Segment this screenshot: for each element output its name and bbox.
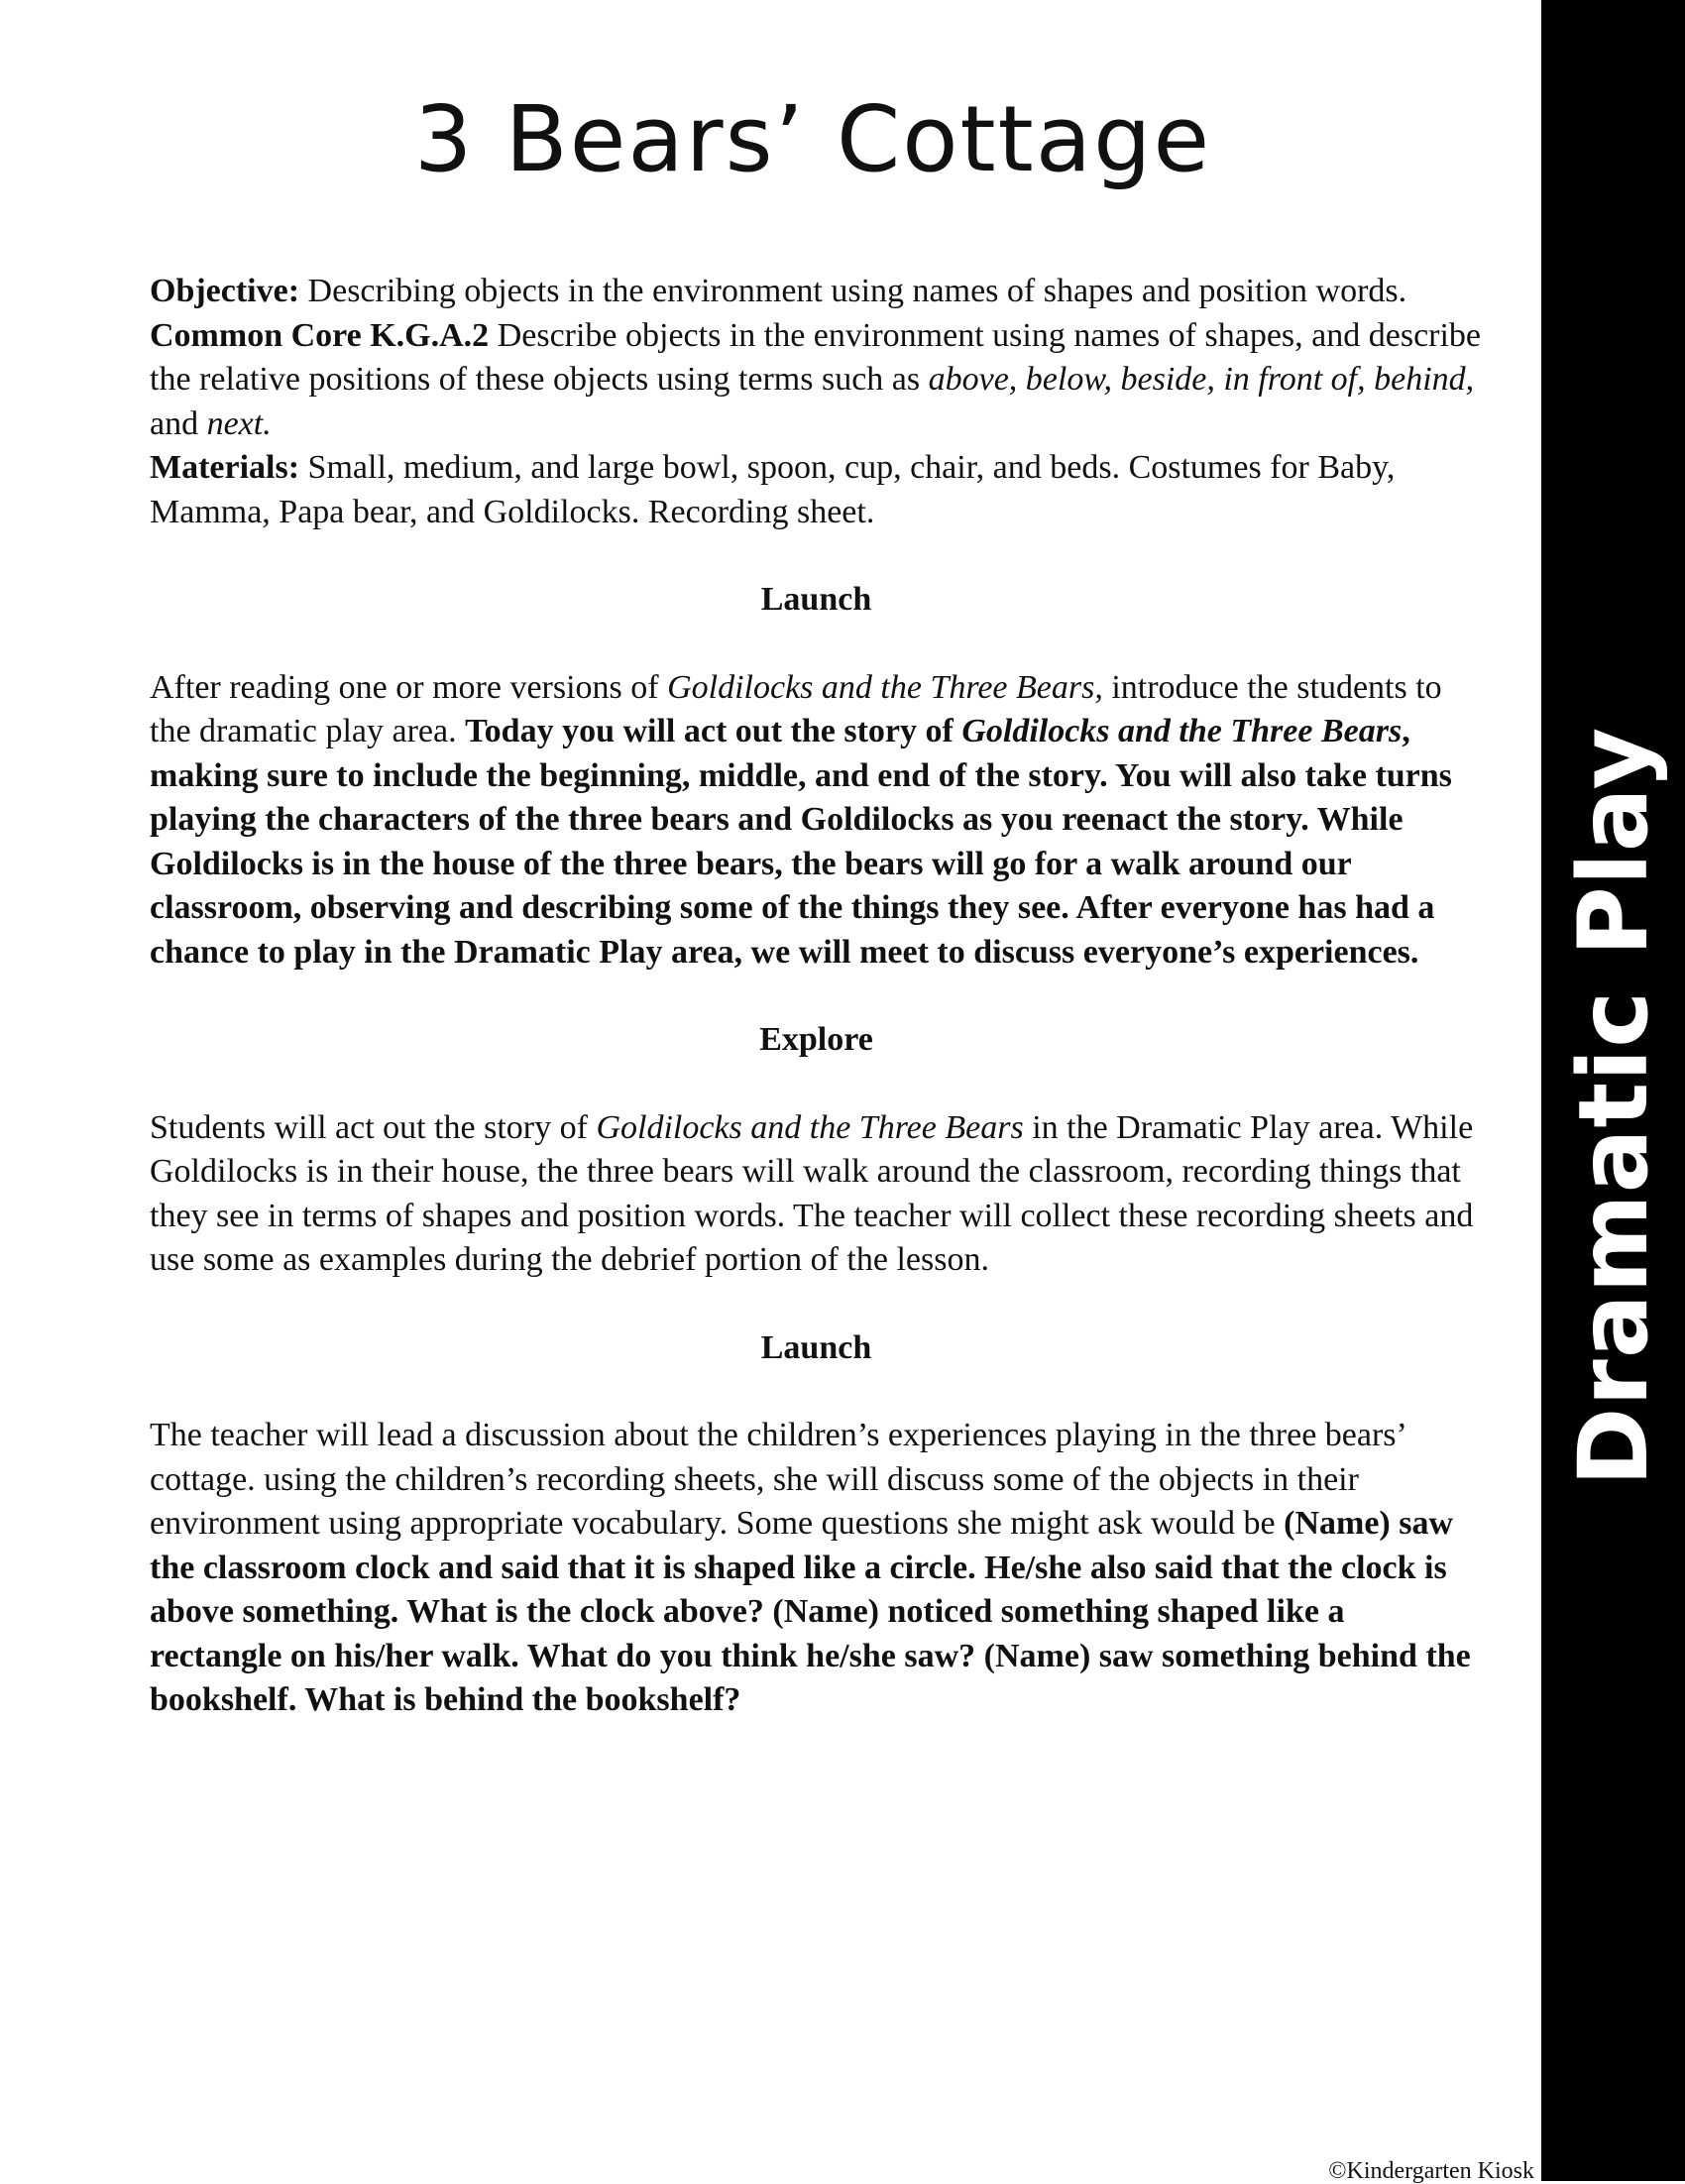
debrief-text: The teacher will lead a discussion about the children’s experiences playing in the three bears’ cottage. using the children’s recording sheets, she will discuss some of the objects in their environment using appropriate vocabulary. Some questions she might ask would be xyxy=(150,1417,1405,1542)
debrief-paragraph xyxy=(150,1414,1483,1723)
page-title: 3 Bears’ Cottage xyxy=(413,86,1212,192)
explore-heading: Explore xyxy=(759,1021,873,1058)
common-core-paragraph xyxy=(150,314,1483,447)
debrief-heading: Launch xyxy=(760,1328,872,1366)
common-core-last-term: next. xyxy=(206,404,272,442)
launch-bold-b: , making sure to include the beginning, middle, and end of the story. You will also take turns playing the characters of the three bears and Goldilocks as you reenact the story. While Goldilocks is in the house of the three bears, the bears will go for a walk around our classroom, observing and describing some of the things they see. After everyone has had a chance to play in the Dramatic Play area, we will meet to discuss everyone’s experiences. xyxy=(150,713,1452,971)
materials-label: Materials: xyxy=(150,449,300,486)
lesson-content xyxy=(150,270,1483,1723)
launch-paragraph xyxy=(150,666,1483,976)
explore-text-a: Students will act out the story of xyxy=(150,1108,597,1146)
launch-intro-b: introduce the students to the dramatic play area. xyxy=(150,668,1442,749)
materials-paragraph xyxy=(150,446,1483,534)
objective-text: Describing objects in the environment using names of shapes and position words. xyxy=(299,273,1407,309)
side-bar xyxy=(1541,0,1685,2181)
launch-heading: Launch xyxy=(760,581,872,618)
objective-paragraph xyxy=(150,270,1483,314)
launch-intro-title: Goldilocks and the Three Bears, xyxy=(667,668,1103,706)
launch-bold-a: Today you will act out the story of xyxy=(465,713,962,749)
materials-text: Small, medium, and large bowl, spoon, cup, chair, and beds. Costumes for Baby, Mamma, Papa bear, and Goldilocks. Recording sheet. xyxy=(150,449,1396,530)
side-bar-label: Dramatic Play xyxy=(1557,726,1669,1487)
common-core-and: and xyxy=(150,404,207,442)
explore-paragraph xyxy=(150,1106,1483,1283)
common-core-terms: above, below, beside, in front of, behind, xyxy=(928,361,1475,398)
explore-title: Goldilocks and the Three Bears xyxy=(596,1108,1024,1146)
debrief-bold: (Name) saw the classroom clock and said that it is shaped like a circle. He/she also said that the clock is above something. What is the clock above? (Name) noticed something shaped like a rectangle on his/her walk. What do you think he/she saw? (Name) saw something behind the bookshelf. What is behind the bookshelf? xyxy=(150,1505,1471,1718)
common-core-label: Common Core K.G.A.2 xyxy=(150,316,490,354)
launch-bold-title: Goldilocks and the Three Bears xyxy=(961,713,1403,749)
common-core-text: Describe objects in the environment using names of shapes, and describe the relative positions of these objects using terms such as xyxy=(150,316,1482,398)
launch-intro-a: After reading one or more versions of xyxy=(150,668,668,706)
explore-text-b: in the Dramatic Play area. While Goldilocks is in their house, the three bears will walk around the classroom, recording things that they see in terms of shapes and position words. The teacher will collect these recording sheets and use some as examples during the debrief portion of the lesson. xyxy=(150,1108,1474,1278)
objective-label: Objective: xyxy=(150,273,300,309)
copyright-notice: ©Kindergarten Kiosk xyxy=(1328,2158,1534,2184)
